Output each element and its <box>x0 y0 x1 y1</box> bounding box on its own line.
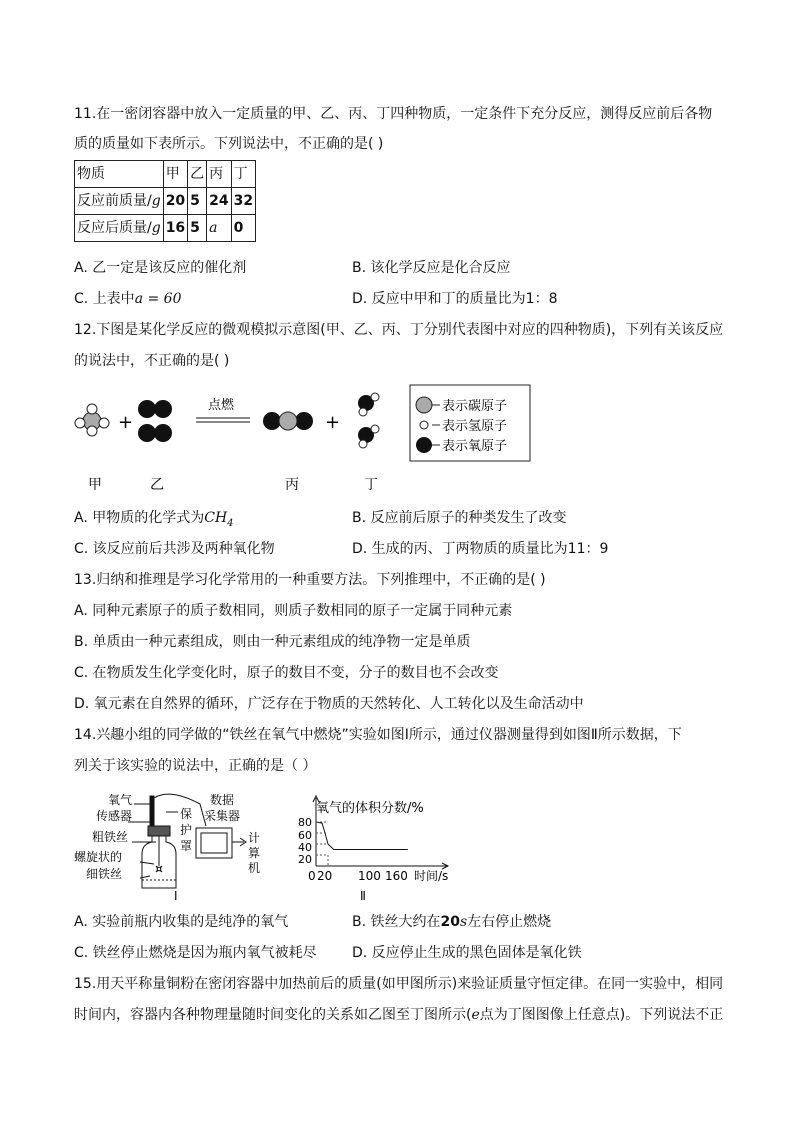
atom-legend <box>410 385 530 461</box>
q12-stem-line1: 12.下图是某化学反应的微观模拟示意图(甲、乙、丙、丁分别代表图中对应的四种物质)，下列有关该反应 <box>74 322 724 338</box>
q11-stem-line2: 质的质量如下表所示。下列说法中，不正确的是( ) <box>74 136 384 152</box>
cover-label: 保 <box>180 807 193 821</box>
q11-option-b: B. 该化学反应是化合反应 <box>352 260 511 276</box>
x-axis-label: 时间/s <box>414 869 449 883</box>
x-tick-label: 100 <box>358 869 381 883</box>
figure-caption: Ⅱ <box>360 889 366 903</box>
legend-carbon: 表示碳原子 <box>442 399 508 414</box>
collector-label: 数据 <box>210 793 235 807</box>
computer-label: 算 <box>248 846 261 860</box>
y-tick-label: 20 <box>298 853 312 866</box>
q12-option-c: C. 该反应前后共涉及两种氧化物 <box>74 541 275 557</box>
q14-option-c: C. 铁丝停止燃烧是因为瓶内氧气被耗尽 <box>74 945 317 961</box>
y-axis-label: 氧气的体积分数/% <box>316 801 424 816</box>
option-text: 左右停止燃烧 <box>467 914 552 930</box>
q14-option-b <box>352 912 551 932</box>
table-cell: 24 <box>207 188 231 215</box>
cover-label: 罩 <box>180 839 193 853</box>
q14-stem-line2: 列关于该实验的说法中，正确的是（ ） <box>74 758 317 774</box>
table-row <box>75 215 256 242</box>
legend-oxygen: 表示氧原子 <box>442 439 508 454</box>
q14-figure-2-chart <box>290 790 460 905</box>
option-text: C. 上表中 <box>74 291 135 307</box>
formula-subscript: 4 <box>227 517 234 529</box>
table-cell <box>75 215 164 242</box>
plus-sign: + <box>118 412 134 433</box>
table-cell: 乙 <box>188 161 207 188</box>
q15-stem-line1: 15.用天平称量铜粉在密闭容器中加热前后的质量(如甲图所示)来验证质量守恒定律。在同一实验中，相同 <box>74 976 724 992</box>
row-label: 反应后质量/ <box>77 220 152 236</box>
y-tick-label: 60 <box>298 829 312 842</box>
x-tick-label: 20 <box>317 869 333 883</box>
q15-stem-line2 <box>74 1005 723 1025</box>
formula: CH <box>204 510 228 526</box>
q14-figure-1-apparatus <box>70 790 290 905</box>
q11-option-d: D. 反应中甲和丁的质量比为1：8 <box>352 291 558 307</box>
q14-option-a: A. 实验前瓶内收集的是纯净的氧气 <box>74 914 289 930</box>
unit-g: g <box>151 193 161 209</box>
q12-reaction-diagram <box>60 383 540 493</box>
q11-mass-table <box>74 160 256 242</box>
table-cell: 5 <box>188 188 207 215</box>
math-expression: a = 60 <box>134 291 182 307</box>
table-cell: 0 <box>231 215 255 242</box>
figure-caption: Ⅰ <box>174 889 178 903</box>
o2-curve <box>316 822 408 850</box>
q13-option-a: A. 同种元素原子的质子数相同，则质子数相同的原子一定属于同种元素 <box>74 603 513 619</box>
table-cell: 16 <box>163 215 187 242</box>
plus-sign: + <box>325 412 341 433</box>
q13-option-d: D. 氧元素在自然界的循环，广泛存在于物质的天然转化、人工转化以及生命活动中 <box>74 696 584 712</box>
collector-label: 采集器 <box>204 809 241 823</box>
q11-stem-line1: 11.在一密闭容器中放入一定质量的甲、乙、丙、丁四种物质，一定条件下充分反应，测得反应前后各物 <box>74 106 713 122</box>
x-tick-label: 0 <box>308 869 316 883</box>
table-row <box>75 161 256 188</box>
q13-stem: 13.归纳和推理是学习化学常用的一种重要方法。下列推理中，不正确的是( ) <box>74 572 546 588</box>
cover-label: 护 <box>180 823 193 837</box>
table-cell: 丙 <box>207 161 231 188</box>
table-cell: 32 <box>231 188 255 215</box>
q12-stem-line2: 的说法中，不正确的是( ) <box>74 353 230 369</box>
q12-option-b: B. 反应前后原子的种类发生了改变 <box>352 510 567 526</box>
table-cell: a <box>207 215 231 242</box>
row-label: 反应前质量/ <box>77 193 152 209</box>
x-tick-label: 160 <box>385 869 408 883</box>
legend-hydrogen: 表示氢原子 <box>442 419 508 434</box>
stem-text: 点为丁图图像上任意点)。下列说法不正 <box>479 1007 724 1023</box>
computer-label: 计 <box>248 831 261 845</box>
q11-option-a: A. 乙一定是该反应的催化剂 <box>74 260 247 276</box>
reaction-condition: 点燃 <box>208 398 235 413</box>
molecule-carbon-dioxide <box>263 412 313 430</box>
q13-option-c: C. 在物质发生化学变化时，原子的数目不变，分子的数目也不会改变 <box>74 665 499 681</box>
option-unit: s <box>460 914 468 930</box>
thick-wire-label: 粗铁丝 <box>92 830 129 844</box>
thin-wire-label: 细铁丝 <box>86 867 123 881</box>
table-cell <box>75 188 164 215</box>
point-e: e <box>471 1007 480 1023</box>
table-cell: 丁 <box>231 161 255 188</box>
label-bing: 丙 <box>285 477 299 493</box>
molecule-water <box>358 393 379 448</box>
unit-g: g <box>151 220 161 236</box>
molecule-oxygen <box>138 400 172 442</box>
label-jia: 甲 <box>88 477 102 493</box>
q13-option-b: B. 单质由一种元素组成，则由一种元素组成的纯净物一定是单质 <box>74 634 471 650</box>
table-cell: 20 <box>163 188 187 215</box>
table-cell: 甲 <box>163 161 187 188</box>
thin-wire-label: 螺旋状的 <box>74 850 123 864</box>
label-yi: 乙 <box>150 477 164 493</box>
q14-option-d: D. 反应停止生成的黑色固体是氧化铁 <box>352 945 582 961</box>
sensor-label: 传感器 <box>96 809 133 823</box>
q14-stem-line1: 14.兴趣小组的同学做的“铁丝在氧气中燃烧”实验如图Ⅰ所示，通过仪器测量得到如图Ⅱ所示数据，下 <box>74 727 682 743</box>
y-tick-label: 80 <box>298 816 312 829</box>
q11-option-c <box>74 289 181 309</box>
table-row <box>75 188 256 215</box>
option-text: B. 铁丝大约在 <box>352 914 441 930</box>
stem-text: 时间内，容器内各种物理量随时间变化的关系如乙图至丁图所示( <box>74 1007 472 1023</box>
option-text: A. 甲物质的化学式为 <box>74 510 205 526</box>
option-number: 20 <box>440 914 460 930</box>
sensor-label: 氧气 <box>108 793 133 807</box>
table-cell: 物质 <box>75 161 164 188</box>
q12-option-a <box>74 508 234 534</box>
label-ding: 丁 <box>364 477 378 493</box>
q12-option-d: D. 生成的丙、丁两物质的质量比为11：9 <box>352 541 609 557</box>
molecule-methane <box>75 404 109 436</box>
computer-label: 机 <box>248 861 261 875</box>
table-cell: 5 <box>188 215 207 242</box>
y-tick-label: 40 <box>298 841 312 854</box>
